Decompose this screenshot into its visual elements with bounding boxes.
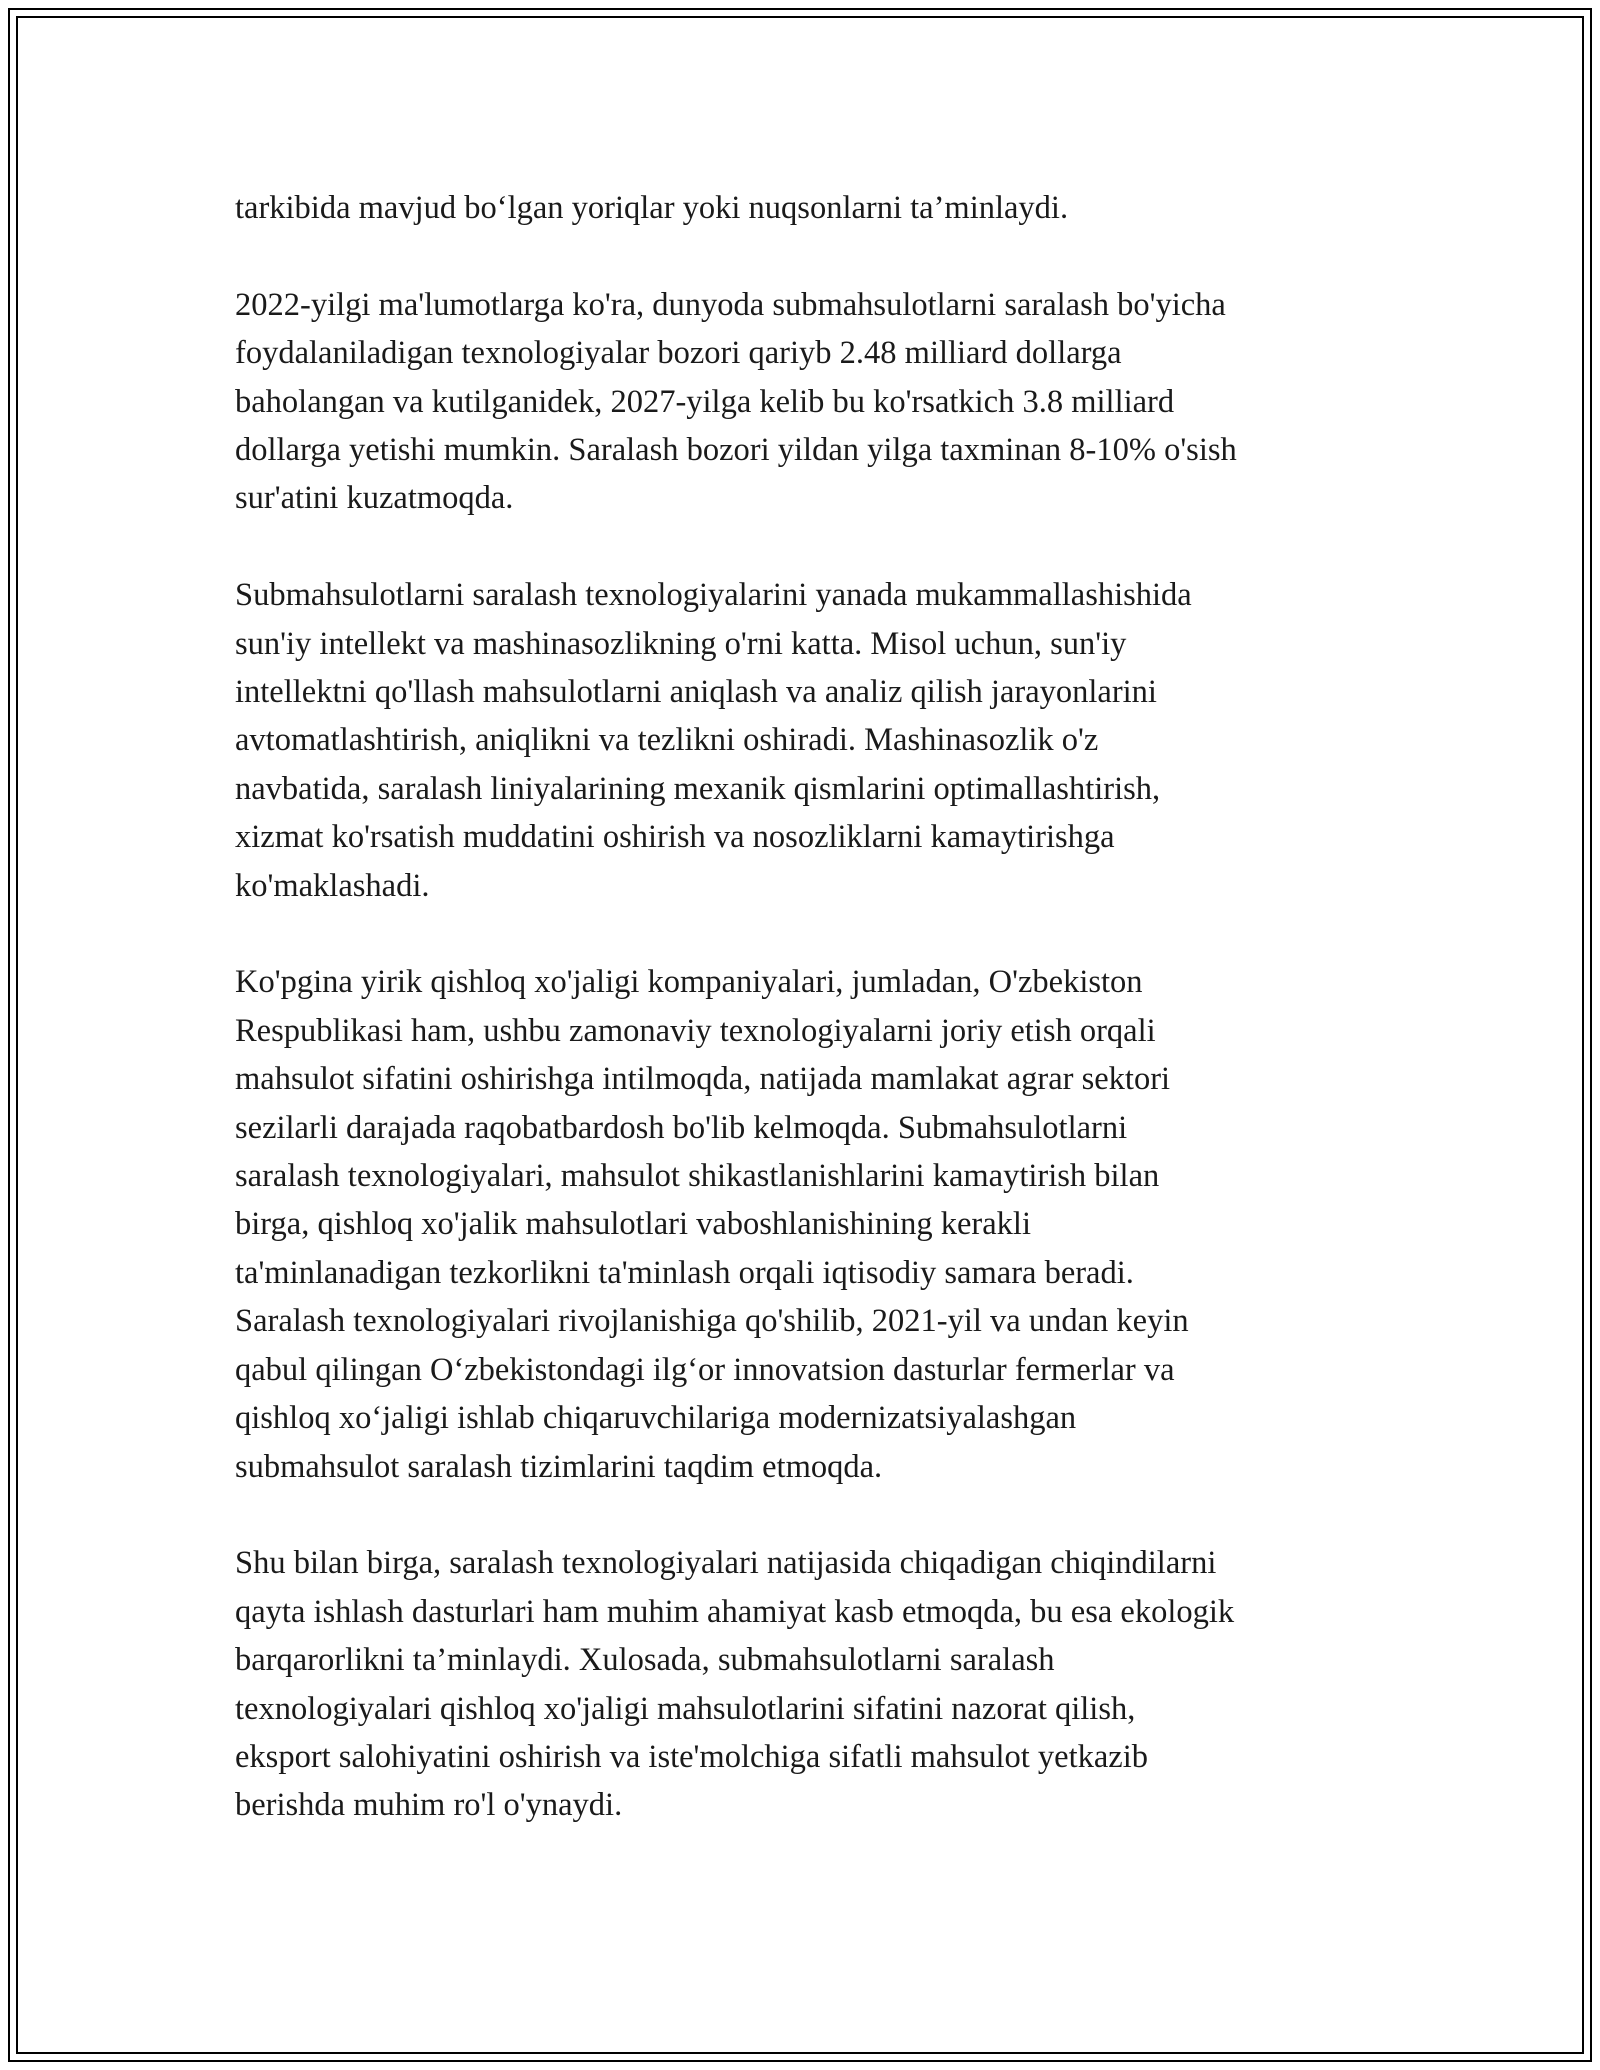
paragraph-market-data: 2022-yilgi ma'lumotlarga ko'ra, dunyoda submahsulotlarni saralash bo'yicha foydalaniladigan texnologiyalar bozori qariyb 2.48 milliard dollarga baholangan va kutilganidek, 2027-yilga kelib bu ko'rsatkich 3.8 milliard dollarga yetishi mumkin. Saralash bozori yildan yilga taxminan 8-10% o'sish sur'atini kuzatmoqda.	[235, 286, 1237, 517]
document-body	[235, 184, 1375, 1878]
paragraph-conclusion: Shu bilan birga, saralash texnologiyalari natijasida chiqadigan chiqindilarni qayta ishlash dasturlari ham muhim ahamiyat kasb etmoqda, bu esa ekologik barqarorlikni ta’minlaydi. Xulosada, submahsulotlarni saralash texnologiyalari qishloq xo'jaligi mahsulotlarini sifatini nazorat qilish, eksport salohiyatini oshirish va iste'molchiga sifatli mahsulot yetkazib berishda muhim ro'l o'ynaydi.	[235, 1545, 1235, 1824]
paragraph-ai-machinery: Submahsulotlarni saralash texnologiyalarini yanada mukammallashishida sun'iy intellekt va mashinasozlikning o'rni katta. Misol uchun, sun'iy intellektni qo'llash mahsulotlarni aniqlash va analiz qilish jarayonlarini avtomatlashtirish, aniqlikni va tezlikni oshiradi. Mashinasozlik o'z navbatida, saralash liniyalarining mexanik qismlarini optimallashtirish, xizmat ko'rsatish muddatini oshirish va nosozliklarni kamaytirishga ko'maklashadi.	[235, 577, 1192, 904]
paragraph-continuation: tarkibida mavjud bo‘lgan yoriqlar yoki nuqsonlarni ta’minlaydi.	[235, 190, 1069, 226]
paragraph-uzbekistan-adoption: Ko'pgina yirik qishloq xo'jaligi kompaniyalari, jumladan, O'zbekiston Respublikasi ham, ushbu zamonaviy texnologiyalarni joriy etish orqali mahsulot sifatini oshirishga intilmoqda, natijada mamlakat agrar sektori sezilarli darajada raqobatbardosh bo'lib kelmoqda. Submahsulotlarni saralash texnologiyalari, mahsulot shikastlanishlarini kamaytirish bilan birga, qishloq xo'jalik mahsulotlari vaboshlanishining kerakli ta'minlanadigan tezkorlikni ta'minlash orqali iqtisodiy samara beradi. Saralash texnologiyalari rivojlanishiga qo'shilib, 2021-yil va undan keyin qabul qilingan O‘zbekistondagi ilg‘or innovatsion dasturlar fermerlar va qishloq xo‘jaligi ishlab chiqaruvchilariga modernizatsiyalashgan submahsulot saralash tizimlarini taqdim etmoqda.	[235, 964, 1189, 1485]
